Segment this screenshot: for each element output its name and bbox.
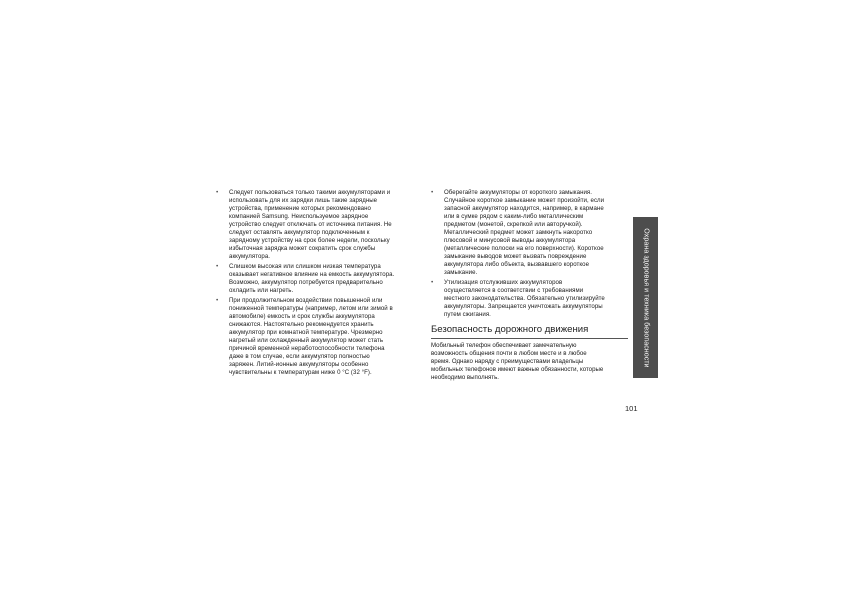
page-number: 101 bbox=[625, 404, 638, 413]
bullet-icon: • bbox=[431, 189, 434, 196]
list-item-text: Оберегайте аккумуляторы от короткого замыкания. Случайное короткое замыкание может произойти, если запасной аккумулятор находится, например, в кармане или в сумке рядом с каким-либо металлическим предметом (монетой, скрепкой или авторучкой). Металлический предмет может замкнуть накоротко плюсовой и минусовой выводы аккумулятора (металлические полоски на его поверхности). Короткое замыкание выводов может вызвать повреждение аккумулятора либо объекта, вызвавшего короткое замыкание. bbox=[444, 189, 605, 277]
section-paragraph: Мобильный телефон обеспечивает замечательную возможность общения почти в любом месте и в любое время. Однако наряду с преимуществами владельцы мобильных телефонов имеют важные обязанности, которые необходимо выполнять. bbox=[431, 342, 604, 382]
bullet-icon: • bbox=[216, 296, 219, 304]
right-column bbox=[431, 189, 623, 382]
list-item bbox=[216, 263, 408, 295]
list-item-text: Следует пользоваться только такими аккумуляторами и использовать для их зарядки лишь такие зарядные устройства, применение которых рекомендовано компанией Samsung. Неиспользуемое зарядное устройство следует отключать от источника питания. Не следует оставлять аккумулятор подключенным к зарядному устройству на срок более недели, поскольку избыточная зарядка может сократить срок службы аккумулятора. bbox=[229, 189, 392, 261]
list-item bbox=[216, 189, 408, 261]
list-item bbox=[431, 189, 623, 278]
list-item-text: Утилизация отслуживших аккумуляторов осуществляется в соответствии с требованиями местного законодательства. Обязательно утилизируйте аккумуляторы. Запрещается уничтожать аккумуляторы путем сжигания. bbox=[444, 279, 605, 319]
bullet-icon: • bbox=[216, 262, 219, 270]
list-item bbox=[216, 297, 408, 377]
chapter-side-tab-label: Охрана здоровья и техника безопасности bbox=[642, 227, 649, 368]
right-bullet-list bbox=[431, 189, 623, 319]
bullet-icon: • bbox=[216, 189, 219, 196]
chapter-side-tab bbox=[633, 217, 658, 378]
list-item-text: Слишком высокая или слишком низкая температура оказывает негативное влияние на емкость аккумулятора. Возможно, аккумулятор потребуется предварительно охладить или нагреть. bbox=[229, 262, 395, 295]
left-column bbox=[216, 189, 408, 379]
list-item-text: При продолжительном воздействии повышенной или пониженной температуры (например, летом или зимой в автомобиле) емкость и срок службы аккумулятора снижаются. Настоятельно рекомендуется хранить аккумулятор при комнатной температуре. Чрезмерно нагретый или охлажденный аккумулятор может стать причиной временной неработоспособности телефона даже в том случае, если аккумулятор полностью заряжен. Литий-ионные аккумуляторы особенно чувствительны к температурам ниже 0 °C (32 °F). bbox=[229, 296, 393, 377]
left-bullet-list bbox=[216, 189, 408, 377]
bullet-icon: • bbox=[431, 279, 434, 287]
section-heading: Безопасность дорожного движения bbox=[431, 324, 628, 339]
list-item bbox=[431, 279, 623, 319]
